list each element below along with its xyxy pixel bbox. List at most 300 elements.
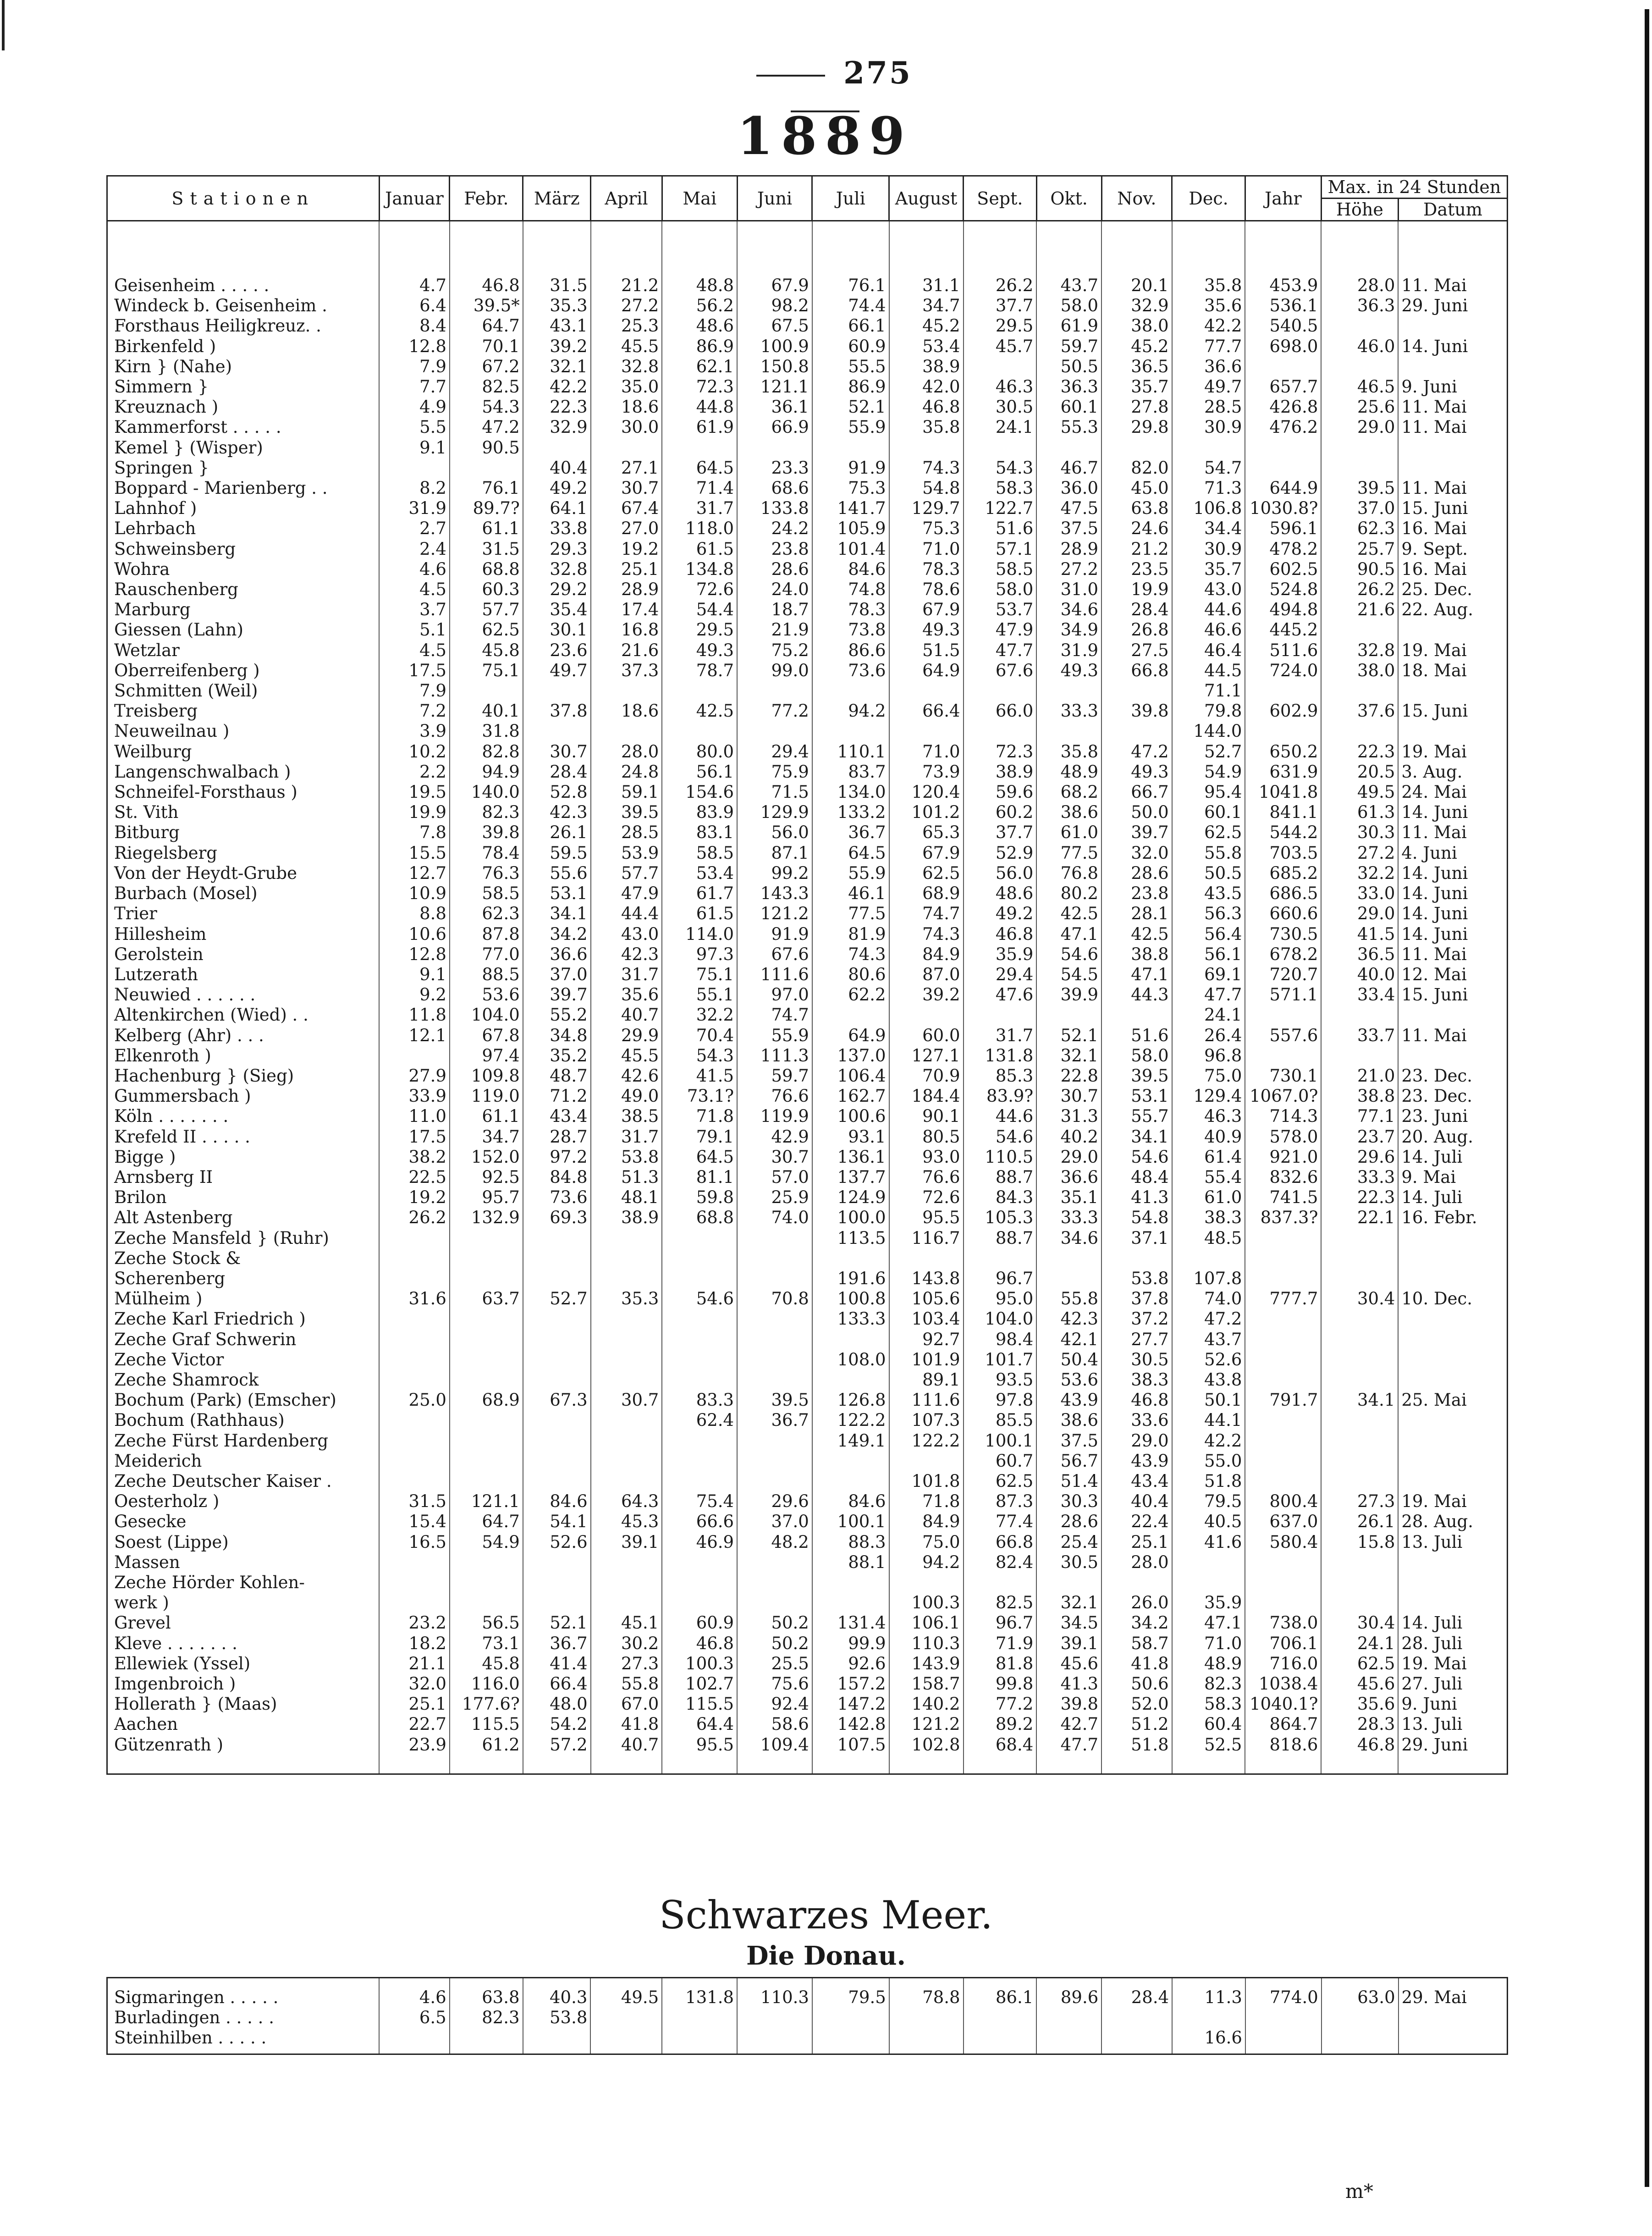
table-row: [107, 620, 1508, 640]
table-row: [107, 296, 1508, 316]
month-value: 36.7: [737, 1410, 812, 1430]
month-value: [1172, 1248, 1245, 1269]
month-value: 82.5: [964, 1593, 1037, 1613]
month-value: [812, 1451, 889, 1471]
month-value: 60.2: [964, 802, 1037, 823]
year-total: 580.4: [1245, 1532, 1321, 1552]
month-value: 96.8: [1172, 1046, 1245, 1066]
month-value: 158.7: [889, 1674, 964, 1694]
table-row: [107, 1106, 1508, 1126]
month-value: 10.2: [379, 742, 450, 762]
month-value: 54.7: [1172, 458, 1245, 478]
month-value: 41.3: [1101, 1187, 1172, 1208]
station-name: Burbach (Mosel): [107, 883, 380, 904]
month-value: [812, 2028, 889, 2054]
month-value: 107.8: [1172, 1269, 1245, 1289]
month-value: 64.5: [662, 458, 737, 478]
station-name: Burladingen . . . . .: [107, 2008, 379, 2028]
month-value: 101.9: [889, 1350, 964, 1370]
max-date: 13. Juli: [1398, 1532, 1507, 1552]
month-value: 17.4: [591, 600, 662, 620]
month-value: 121.2: [737, 904, 812, 924]
month-value: 66.7: [1101, 782, 1172, 802]
year-total: 741.5: [1245, 1187, 1321, 1208]
month-value: 71.1: [1172, 681, 1245, 701]
month-value: 59.8: [662, 1187, 737, 1208]
month-value: 75.0: [889, 1532, 964, 1552]
month-value: [591, 1410, 662, 1430]
table-row: [107, 1451, 1508, 1471]
month-value: 78.3: [889, 559, 964, 580]
header-month: Okt.: [1036, 176, 1101, 221]
month-value: 78.4: [450, 843, 523, 863]
month-value: 72.3: [662, 377, 737, 397]
month-value: 152.0: [450, 1147, 523, 1167]
table-row: [107, 1613, 1508, 1633]
month-value: 73.6: [523, 1187, 591, 1208]
station-name: Lehrbach: [107, 519, 380, 539]
month-value: 45.1: [591, 1613, 662, 1633]
station-name: Treisberg: [107, 701, 380, 721]
max-date: 28. Aug.: [1398, 1512, 1507, 1532]
max-date: 22. Aug.: [1398, 600, 1507, 620]
month-value: 52.6: [523, 1532, 591, 1552]
max-height: [1321, 620, 1398, 640]
month-value: [379, 1410, 450, 1430]
month-value: 5.1: [379, 620, 450, 640]
month-value: 49.7: [523, 661, 591, 681]
max-date: 15. Juni: [1398, 701, 1507, 721]
month-value: 8.2: [379, 478, 450, 498]
scan-edge-bar: [1645, 9, 1649, 2187]
month-value: 66.8: [1101, 661, 1172, 681]
year-total: 657.7: [1245, 377, 1321, 397]
month-value: 60.7: [964, 1451, 1037, 1471]
month-value: 78.3: [812, 600, 889, 620]
month-value: 54.3: [662, 1046, 737, 1066]
max-date: 9. Sept.: [1398, 539, 1507, 559]
month-value: 61.0: [1036, 823, 1101, 843]
max-height: [1321, 1410, 1398, 1430]
max-date: 15. Juni: [1398, 498, 1507, 519]
month-value: [379, 1269, 450, 1289]
year-total: 720.7: [1245, 965, 1321, 985]
month-value: 39.8: [450, 823, 523, 843]
station-name: Arnsberg II: [107, 1167, 380, 1187]
month-value: [523, 1228, 591, 1248]
month-value: 42.2: [1172, 1431, 1245, 1451]
max-height: [1321, 1046, 1398, 1066]
month-value: 86.1: [964, 1978, 1037, 2008]
month-value: [1172, 1573, 1245, 1593]
month-value: 53.1: [523, 883, 591, 904]
max-height: 36.5: [1321, 944, 1398, 965]
station-name: Zeche Karl Friedrich ): [107, 1309, 380, 1329]
month-value: 97.8: [964, 1390, 1037, 1410]
max-date: [1399, 2008, 1508, 2028]
month-value: [1101, 2028, 1172, 2054]
month-value: [523, 2028, 591, 2054]
month-value: [662, 1593, 737, 1613]
table-row: [107, 357, 1508, 377]
month-value: 100.3: [889, 1593, 964, 1613]
month-value: 21.1: [379, 1654, 450, 1674]
month-value: 28.7: [523, 1127, 591, 1147]
month-value: 102.7: [662, 1674, 737, 1694]
month-value: 121.1: [737, 377, 812, 397]
table-row: [107, 1187, 1508, 1208]
month-value: 32.1: [1036, 1593, 1101, 1613]
month-value: 133.3: [812, 1309, 889, 1329]
month-value: 59.7: [737, 1066, 812, 1086]
month-value: 57.7: [450, 600, 523, 620]
month-value: [591, 721, 662, 741]
year-total: 738.0: [1245, 1613, 1321, 1633]
max-height: 21.0: [1321, 1066, 1398, 1086]
month-value: 44.8: [662, 397, 737, 417]
max-date: 29. Juni: [1398, 296, 1507, 316]
max-height: [1321, 316, 1398, 336]
month-value: 56.3: [1172, 904, 1245, 924]
month-value: 70.1: [450, 337, 523, 357]
month-value: 95.0: [964, 1289, 1037, 1309]
month-value: 84.6: [523, 1491, 591, 1512]
month-value: 66.6: [662, 1512, 737, 1532]
month-value: 82.5: [450, 377, 523, 397]
month-value: [889, 1573, 964, 1593]
month-value: 75.3: [812, 478, 889, 498]
month-value: 82.0: [1101, 458, 1172, 478]
month-value: [450, 1451, 523, 1471]
table-row: [107, 1390, 1508, 1410]
month-value: 57.0: [737, 1167, 812, 1187]
station-name: Aachen: [107, 1714, 380, 1734]
month-value: [1036, 438, 1101, 458]
month-value: 74.7: [889, 904, 964, 924]
month-value: 7.8: [379, 823, 450, 843]
month-value: [591, 1269, 662, 1289]
month-value: 60.1: [1172, 802, 1245, 823]
month-value: 72.6: [889, 1187, 964, 1208]
station-name: Zeche Victor: [107, 1350, 380, 1370]
month-value: 84.6: [812, 1491, 889, 1512]
month-value: 75.1: [662, 965, 737, 985]
table-row: [107, 1208, 1508, 1228]
month-value: 58.5: [450, 883, 523, 904]
month-value: 18.7: [737, 600, 812, 620]
max-date: 14. Juni: [1398, 883, 1507, 904]
month-value: 101.7: [964, 1350, 1037, 1370]
month-value: 37.0: [737, 1512, 812, 1532]
month-value: 52.5: [1172, 1735, 1245, 1774]
month-value: 49.0: [591, 1086, 662, 1106]
max-date: [1398, 1573, 1507, 1593]
max-height: 28.0: [1321, 221, 1398, 296]
month-value: 95.7: [450, 1187, 523, 1208]
table-row: [107, 1674, 1508, 1694]
month-value: 35.1: [1036, 1187, 1101, 1208]
month-value: 49.7: [1172, 377, 1245, 397]
month-value: [523, 1350, 591, 1370]
month-value: 36.7: [523, 1634, 591, 1654]
month-value: 79.8: [1172, 701, 1245, 721]
month-value: [662, 1228, 737, 1248]
month-value: 66.0: [964, 701, 1037, 721]
month-value: 24.1: [964, 417, 1037, 437]
month-value: 31.9: [1036, 640, 1101, 661]
month-value: 41.5: [662, 1066, 737, 1086]
month-value: 27.2: [1036, 559, 1101, 580]
max-date: 28. Juli: [1398, 1634, 1507, 1654]
station-name: Wohra: [107, 559, 380, 580]
max-height: 33.4: [1321, 985, 1398, 1005]
month-value: 31.3: [1036, 1106, 1101, 1126]
month-value: 25.1: [1101, 1532, 1172, 1552]
month-value: 37.7: [964, 823, 1037, 843]
month-value: 58.0: [1101, 1046, 1172, 1066]
month-value: 88.7: [964, 1167, 1037, 1187]
table-row: [107, 1147, 1508, 1167]
max-date: 19. Mai: [1398, 1654, 1507, 1674]
station-name: werk ): [107, 1593, 380, 1613]
month-value: 41.4: [523, 1654, 591, 1674]
year-total: [1245, 1248, 1321, 1269]
month-value: 39.5: [1101, 1066, 1172, 1086]
section-title: Schwarzes Meer.: [659, 1893, 993, 1938]
max-date: [1398, 1471, 1507, 1491]
year-total: 524.8: [1245, 580, 1321, 600]
month-value: [662, 1431, 737, 1451]
month-value: [523, 1309, 591, 1329]
max-date: [1398, 1269, 1507, 1289]
month-value: [450, 1431, 523, 1451]
max-height: 38.0: [1321, 661, 1398, 681]
year-total: [1245, 1573, 1321, 1593]
month-value: 88.3: [812, 1532, 889, 1552]
station-name: Zeche Stock &: [107, 1248, 380, 1269]
month-value: 109.8: [450, 1066, 523, 1086]
year-total: [1245, 681, 1321, 701]
month-value: 37.0: [523, 965, 591, 985]
month-value: 32.1: [523, 357, 591, 377]
month-value: 71.0: [889, 539, 964, 559]
month-value: 5.5: [379, 417, 450, 437]
station-name: Schweinsberg: [107, 539, 380, 559]
month-value: 74.8: [812, 580, 889, 600]
max-height: [1321, 1370, 1398, 1390]
month-value: 76.1: [812, 221, 889, 296]
month-value: 82.4: [964, 1552, 1037, 1573]
max-height: 46.0: [1321, 337, 1398, 357]
month-value: 46.8: [662, 1634, 737, 1654]
month-value: 53.6: [1036, 1370, 1101, 1390]
month-value: 101.2: [889, 802, 964, 823]
max-date: [1398, 1350, 1507, 1370]
month-value: [812, 1248, 889, 1269]
month-value: 21.2: [1101, 539, 1172, 559]
month-value: [1036, 1573, 1101, 1593]
month-value: 41.6: [1172, 1532, 1245, 1552]
month-value: [812, 2008, 889, 2028]
month-value: [379, 1046, 450, 1066]
month-value: 58.7: [1101, 1634, 1172, 1654]
month-value: 46.8: [889, 397, 964, 417]
station-name: Marburg: [107, 600, 380, 620]
month-value: 48.4: [1101, 1167, 1172, 1187]
month-value: [591, 1451, 662, 1471]
month-value: 45.5: [591, 337, 662, 357]
month-value: 34.5: [1036, 1613, 1101, 1633]
month-value: 58.0: [1036, 296, 1101, 316]
station-name: Gummersbach ): [107, 1086, 380, 1106]
month-value: 60.9: [812, 337, 889, 357]
year-total: [1245, 458, 1321, 478]
month-value: 41.8: [1101, 1654, 1172, 1674]
month-value: 55.3: [1036, 417, 1101, 437]
year-total: 426.8: [1245, 397, 1321, 417]
month-value: 45.3: [591, 1512, 662, 1532]
station-name: Zeche Mansfeld } (Ruhr): [107, 1228, 380, 1248]
month-value: [889, 1005, 964, 1025]
month-value: 76.6: [737, 1086, 812, 1106]
month-value: 131.4: [812, 1613, 889, 1633]
month-value: [737, 438, 812, 458]
month-value: 59.7: [1036, 337, 1101, 357]
month-value: 127.1: [889, 1046, 964, 1066]
station-name: Kemel } (Wisper): [107, 438, 380, 458]
month-value: 35.3: [523, 296, 591, 316]
month-value: 105.6: [889, 1289, 964, 1309]
month-value: 34.2: [523, 924, 591, 944]
month-value: 30.7: [591, 478, 662, 498]
month-value: 24.6: [1101, 519, 1172, 539]
month-value: 109.4: [737, 1735, 812, 1774]
month-value: 79.1: [662, 1127, 737, 1147]
month-value: 110.1: [812, 742, 889, 762]
month-value: 53.9: [591, 843, 662, 863]
year-total: 698.0: [1245, 337, 1321, 357]
month-value: 43.7: [1036, 221, 1101, 296]
month-value: [1036, 1005, 1101, 1025]
month-value: 21.9: [737, 620, 812, 640]
table-row: [107, 721, 1508, 741]
month-value: 80.0: [662, 742, 737, 762]
max-date: 11. Mai: [1398, 478, 1507, 498]
month-value: 39.5: [737, 1390, 812, 1410]
month-value: 53.7: [964, 600, 1037, 620]
month-value: 23.2: [379, 1613, 450, 1633]
header-month: August: [889, 176, 964, 221]
month-value: 58.3: [1172, 1694, 1245, 1714]
month-value: 47.7: [964, 640, 1037, 661]
month-value: 39.8: [1101, 701, 1172, 721]
month-value: 72.6: [662, 580, 737, 600]
month-value: 85.3: [964, 1066, 1037, 1086]
station-name: Kirn } (Nahe): [107, 357, 380, 377]
month-value: 38.2: [379, 1147, 450, 1167]
month-value: [379, 1593, 450, 1613]
month-value: 67.9: [889, 600, 964, 620]
month-value: 31.5: [523, 221, 591, 296]
max-height: [1321, 458, 1398, 478]
month-value: 95.5: [889, 1208, 964, 1228]
month-value: 54.1: [523, 1512, 591, 1532]
month-value: 34.6: [1036, 1228, 1101, 1248]
month-value: 51.6: [1101, 1026, 1172, 1046]
max-date: 14. Juli: [1398, 1187, 1507, 1208]
year-total: 602.9: [1245, 701, 1321, 721]
month-value: 8.8: [379, 904, 450, 924]
month-value: 55.9: [812, 863, 889, 883]
table-row: [107, 1735, 1508, 1774]
month-value: 46.6: [1172, 620, 1245, 640]
month-value: 49.3: [662, 640, 737, 661]
month-value: 15.4: [379, 1512, 450, 1532]
month-value: 29.0: [1036, 1147, 1101, 1167]
month-value: 52.1: [523, 1613, 591, 1633]
max-date: 9. Juni: [1398, 1694, 1507, 1714]
month-value: 113.5: [812, 1228, 889, 1248]
month-value: 30.2: [591, 1634, 662, 1654]
station-name: Bochum (Park) (Emscher): [107, 1390, 380, 1410]
month-value: 54.4: [662, 600, 737, 620]
header-month: April: [591, 176, 662, 221]
month-value: 60.4: [1172, 1714, 1245, 1734]
month-value: 50.2: [737, 1613, 812, 1633]
table-row: [107, 1086, 1508, 1106]
month-value: 26.2: [964, 221, 1037, 296]
month-value: 87.0: [889, 965, 964, 985]
max-height: 29.0: [1321, 417, 1398, 437]
station-name: Mülheim ): [107, 1289, 380, 1309]
month-value: [662, 721, 737, 741]
month-value: 47.9: [964, 620, 1037, 640]
station-name: Hollerath } (Maas): [107, 1694, 380, 1714]
max-date: 29. Juni: [1398, 1735, 1507, 1774]
month-value: 19.2: [379, 1187, 450, 1208]
year-total: 730.1: [1245, 1066, 1321, 1086]
table-row: [107, 1248, 1508, 1269]
month-value: 75.9: [737, 762, 812, 782]
month-value: 36.1: [737, 397, 812, 417]
month-value: 18.6: [591, 701, 662, 721]
month-value: 73.8: [812, 620, 889, 640]
month-value: 31.7: [591, 1127, 662, 1147]
month-value: 55.7: [1101, 1106, 1172, 1126]
month-value: 45.8: [450, 640, 523, 661]
month-value: 68.9: [889, 883, 964, 904]
table-row: [107, 337, 1508, 357]
month-value: [1036, 1248, 1101, 1269]
month-value: 62.5: [1172, 823, 1245, 843]
month-value: 97.0: [737, 985, 812, 1005]
month-value: 46.8: [450, 221, 523, 296]
month-value: [662, 1350, 737, 1370]
month-value: 40.4: [1101, 1491, 1172, 1512]
station-name: Grevel: [107, 1613, 380, 1633]
month-value: 122.7: [964, 498, 1037, 519]
month-value: 104.0: [964, 1309, 1037, 1329]
month-value: 36.6: [1172, 357, 1245, 377]
month-value: 12.8: [379, 337, 450, 357]
month-value: 50.2: [737, 1634, 812, 1654]
year-total: [1245, 1370, 1321, 1390]
month-value: [1036, 721, 1101, 741]
month-value: [1036, 2008, 1101, 2028]
donau-body: [107, 1978, 1508, 2054]
month-value: [812, 1471, 889, 1491]
month-value: 22.5: [379, 1167, 450, 1187]
